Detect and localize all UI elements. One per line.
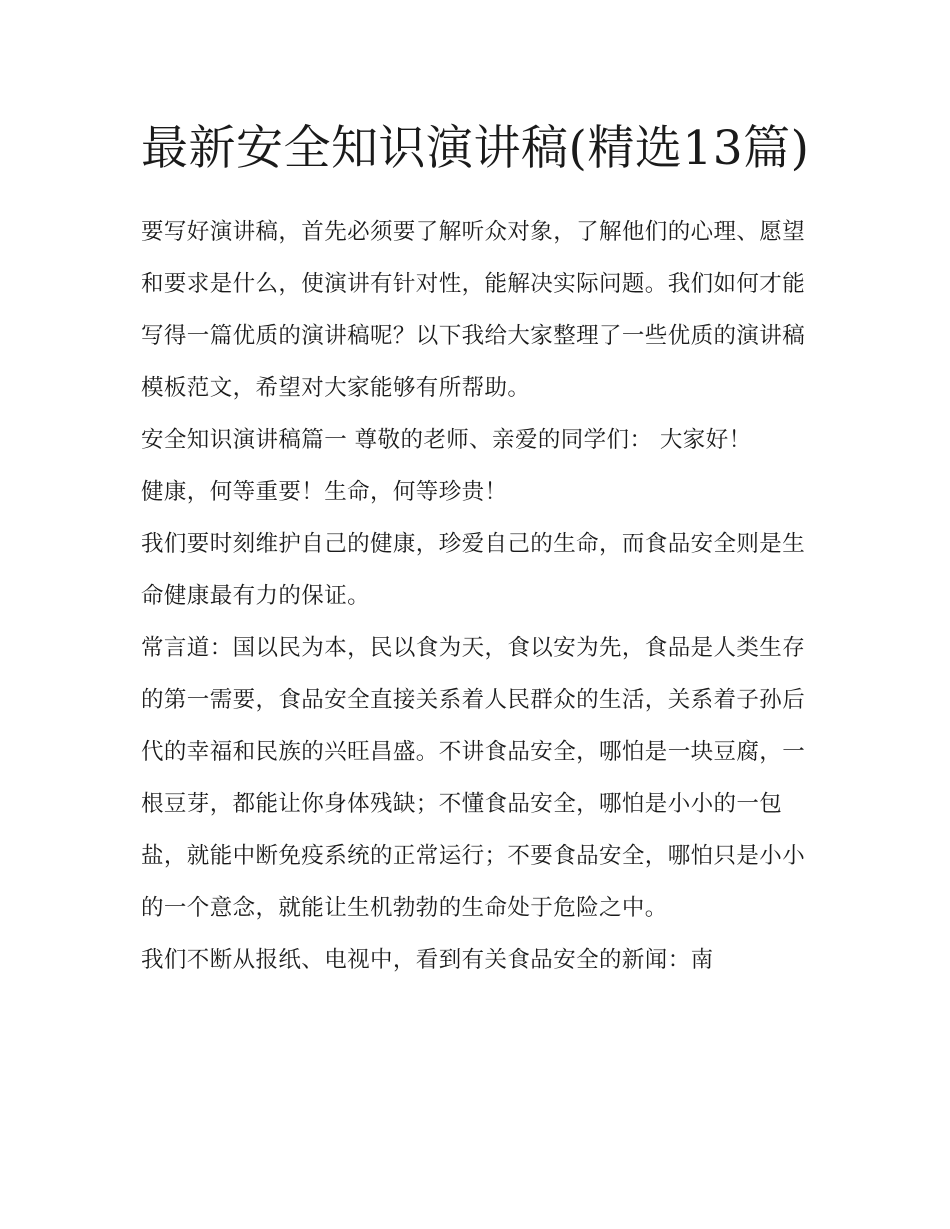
paragraph-food-safety: 我们要时刻维护自己的健康，珍爱自己的生命，而食品安全则是生命健康最有力的保证。 <box>141 531 806 609</box>
document-body <box>141 206 813 986</box>
paragraph-health: 健康，何等重要！生命，何等珍贵！ <box>141 479 508 505</box>
document-page <box>141 112 813 986</box>
paragraph-greeting: 安全知识演讲稿篇一 尊敬的老师、亲爱的同学们： 大家好！ <box>141 427 752 453</box>
paragraph-saying: 常言道：国以民为本，民以食为天，食以安为先，食品是人类生存的第一需要，食品安全直接关系着人民群众的生活，关系着子孙后代的幸福和民族的兴旺昌盛。不讲食品安全，哪怕是一块豆腐，一根豆芽，都能让你身体残缺；不懂食品安全，哪怕是小小的一包盐，就能中断免疫系统的正常运行；不要食品安全，哪怕只是小小的一个意念，就能让生机勃勃的生命处于危险之中。 <box>141 635 806 921</box>
paragraph-news: 我们不断从报纸、电视中，看到有关食品安全的新闻：南 <box>141 947 714 973</box>
paragraph-intro: 要写好演讲稿，首先必须要了解听众对象，了解他们的心理、愿望和要求是什么，使演讲有针对性，能解决实际问题。我们如何才能写得一篇优质的演讲稿呢？以下我给大家整理了一些优质的演讲稿模板范文，希望对大家能够有所帮助。 <box>141 219 806 401</box>
document-title: 最新安全知识演讲稿(精选13篇) <box>141 121 810 176</box>
